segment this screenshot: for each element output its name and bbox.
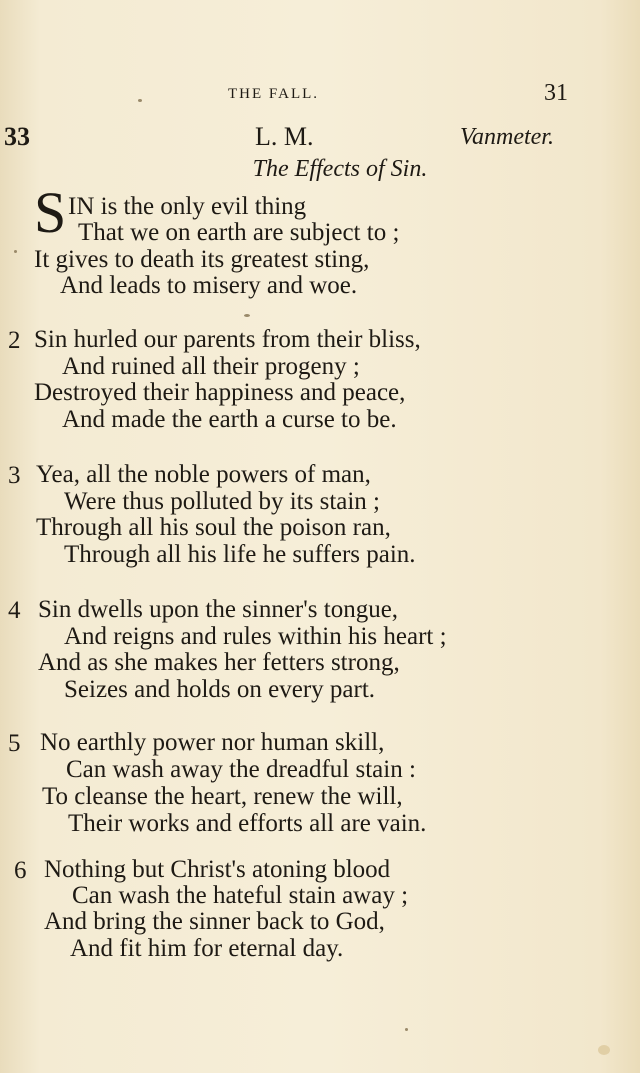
stanza-line: Were thus polluted by its stain ; (64, 488, 381, 515)
ink-speck (138, 99, 142, 102)
drop-cap: S (34, 180, 67, 245)
ink-speck (405, 1028, 408, 1031)
stanza-line: It gives to death its greatest sting, (34, 246, 370, 273)
hymn-title (0, 156, 580, 183)
page-number: 31 (544, 80, 568, 106)
stanza-line: That we on earth are subject to ; (78, 219, 400, 246)
stanza-line: No earthly power nor human skill, (40, 729, 385, 756)
stanza-line: Yea, all the noble powers of man, (36, 461, 371, 488)
stanza-line: To cleanse the heart, renew the will, (42, 783, 403, 810)
ink-speck (244, 314, 250, 317)
hymn-header (0, 120, 640, 154)
ink-speck (14, 250, 17, 253)
stanza-number: 3 (8, 462, 21, 489)
stanza-line: Seizes and holds on every part. (64, 676, 376, 703)
stanza-line: Sin dwells upon the sinner's tongue, (38, 596, 399, 623)
stanza-number: 5 (8, 730, 21, 757)
paper-stain (598, 1045, 610, 1055)
stanza-line: Can wash away the dreadful stain : (66, 756, 416, 783)
stanza-number: 4 (8, 597, 21, 624)
stanza-line: Through all his life he suffers pain. (64, 541, 416, 568)
stanza-line: And ruined all their progeny ; (62, 353, 360, 380)
running-head (0, 80, 640, 108)
stanza-line: Destroyed their happiness and peace, (34, 379, 406, 406)
stanza-number: 6 (14, 857, 27, 884)
stanza-line: And bring the sinner back to God, (44, 908, 385, 935)
hymn-title-text: The Effects of Sin. (252, 156, 428, 182)
tune-name: Vanmeter. (460, 124, 554, 150)
stanza-line: Sin hurled our parents from their bliss, (34, 326, 421, 353)
stanza-line: Nothing but Christ's atoning blood (44, 856, 391, 883)
stanza-line: Their works and efforts all are vain. (68, 810, 427, 837)
stanza-line: And fit him for eternal day. (70, 935, 344, 962)
hymn-number: 33 (4, 122, 30, 151)
stanza-line: Can wash the hateful stain away ; (72, 882, 409, 909)
stanza-line: And reigns and rules within his heart ; (64, 623, 447, 650)
stanza-number: 2 (8, 327, 21, 354)
stanza-line: And leads to misery and woe. (60, 272, 358, 299)
stanza-line: IN is the only evil thing (68, 193, 307, 220)
section-title: THE FALL. (228, 86, 320, 102)
stanza-line: Through all his soul the poison ran, (36, 514, 391, 541)
hymn-meter: L. M. (255, 122, 314, 151)
stanza-line: And as she makes her fetters strong, (38, 649, 400, 676)
stanza-line: And made the earth a curse to be. (62, 406, 397, 433)
